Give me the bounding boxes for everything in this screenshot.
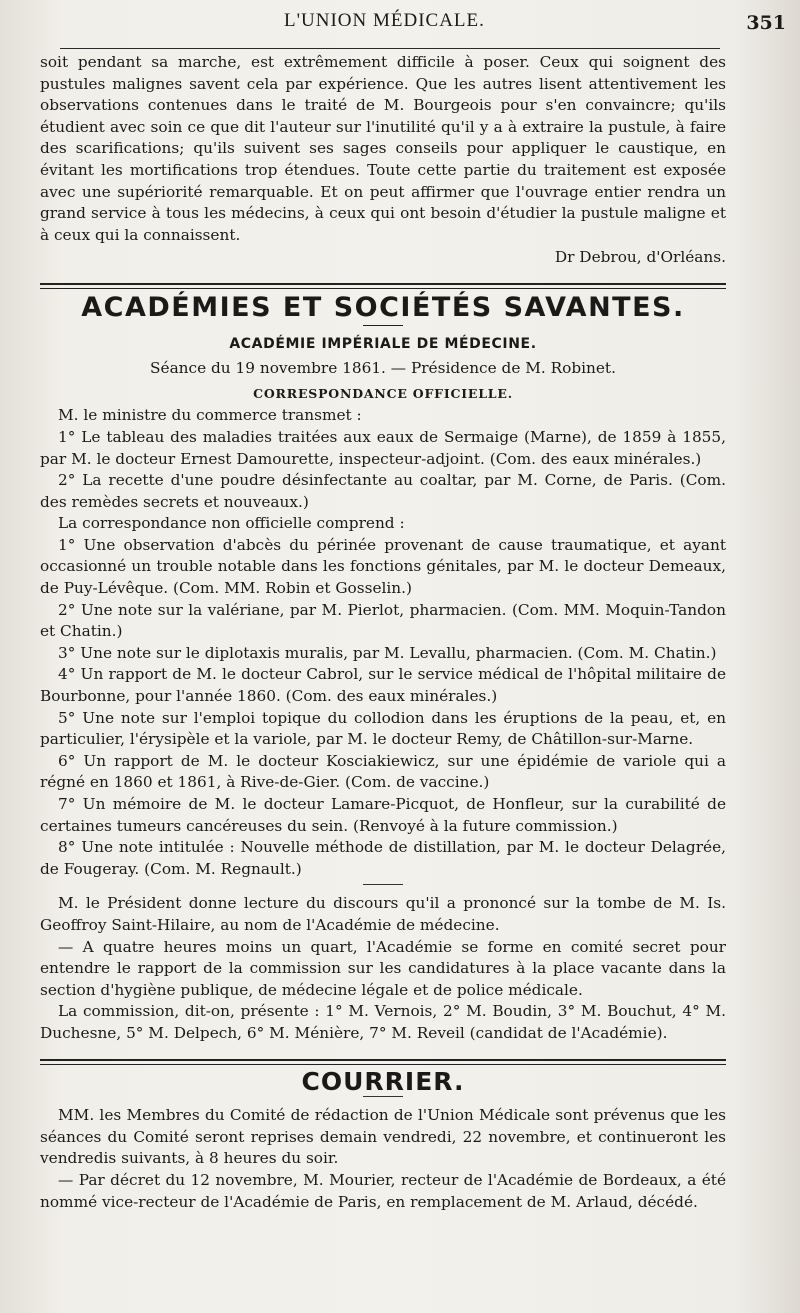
- correspondence-item: 8° Une note intitulée : Nouvelle méthode de distillation, par M. le docteur Delagrée, de Fougeray. (Com. M. Regnault.): [40, 838, 726, 878]
- page-content: [40, 52, 726, 1213]
- title-underline: [363, 325, 403, 326]
- page-header: [40, 10, 786, 40]
- section-divider: [40, 1059, 726, 1065]
- ministre-intro: M. le ministre du commerce transmet :: [58, 406, 362, 425]
- review-paragraph: soit pendant sa marche, est extrêmement difficile à poser. Ceux qui soignent des pustules malignes savent cela par expérience. Que les autres lisent attentivement les observations contenues dans le traité de M. Bourgeois pour s'en convaincre; qu'ils étudient avec soin ce que dit l'auteur sur l'inutilité qu'il y a à extraire la pustule, à faire des scarifications; qu'ils suivent ses sages conseils pour appliquer le caustique, en évitant les mortifications trop étendues. Toute cette partie du traitement est exposée avec une supériorité remarquable. Et on peut affirmer que l'ouvrage entier rendra un grand service à tous les médecins, à ceux qui ont besoin d'étudier la pustule maligne et à ceux qui la connaissent.: [40, 53, 726, 244]
- running-title: L'UNION MÉDICALE.: [284, 10, 485, 31]
- academie-subtitle: ACADÉMIE IMPÉRIALE DE MÉDECINE.: [229, 335, 537, 352]
- official-item: 2° La recette d'une poudre désinfectante au coaltar, par M. Corne, de Paris. (Com. des remèdes secrets et nouveaux.): [40, 471, 726, 511]
- official-item: 1° Le tableau des maladies traitées aux eaux de Sermaige (Marne), de 1859 à 1855, par M. le docteur Ernest Damourette, inspecteur-adjoint. (Com. des eaux minérales.): [40, 427, 726, 468]
- correspondance-title: CORRESPONDANCE OFFICIELLE.: [253, 385, 513, 401]
- separator-rule: [363, 884, 403, 885]
- review-signature: Dr Debrou, d'Orléans.: [554, 248, 726, 267]
- commission-paragraph: La commission, dit-on, présente : 1° M. Vernois, 2° M. Boudin, 3° M. Bouchut, 4° M. Duchesne, 5° M. Delpech, 6° M. Ménière, 7° M. Reveil (candidat de l'Académie).: [40, 1002, 726, 1042]
- non-official-intro: La correspondance non officielle comprend :: [58, 514, 405, 533]
- title-underline: [363, 1096, 403, 1097]
- correspondence-item: 6° Un rapport de M. le docteur Kosciakiewicz, sur une épidémie de variole qui a régné en 1860 et 1861, à Rive-de-Gier. (Com. de vaccine.): [40, 751, 726, 792]
- correspondence-item: 5° Une note sur l'emploi topique du collodion dans les éruptions de la peau, et, en particulier, l'érysipèle et la variole, par M. le docteur Remy, de Châtillon-sur-Marne.: [40, 708, 726, 749]
- seance-line: Séance du 19 novembre 1861. — Présidence de M. Robinet.: [150, 359, 616, 378]
- header-rule: [60, 48, 720, 49]
- courrier-paragraph: MM. les Membres du Comité de rédaction de l'Union Médicale sont prévenus que les séances du Comité seront reprises demain vendredi, 22 novembre, et continueront les vendredis suivants, à 8 heures du soir.: [40, 1106, 726, 1168]
- correspondence-item: 1° Une observation d'abcès du périnée provenant de cause traumatique, et ayant occasionné un trouble notable dans les fonctions génitales, par M. le docteur Demeaux, de Puy-Lévêque. (Com. MM. Robin et Gosselin.): [40, 535, 726, 598]
- president-paragraph: M. le Président donne lecture du discours qu'il a prononcé sur la tombe de M. Is. Geoffroy Saint-Hilaire, au nom de l'Académie de médecine.: [40, 894, 726, 934]
- section-divider: [40, 283, 726, 289]
- academies-section-title: ACADÉMIES ET SOCIÉTÉS SAVANTES.: [81, 291, 685, 323]
- comite-paragraph: — A quatre heures moins un quart, l'Académie se forme en comité secret pour entendre le rapport de la commission sur les candidatures à la place vacante dans la section d'hygiène publique, de médecine légale et de police médicale.: [40, 937, 726, 999]
- page-number: 351: [746, 12, 786, 34]
- correspondence-item: 3° Une note sur le diplotaxis muralis, par M. Levallu, pharmacien. (Com. M. Chatin.): [58, 643, 717, 662]
- correspondence-item: 2° Une note sur la valériane, par M. Pierlot, pharmacien. (Com. MM. Moquin-Tandon et Chatin.): [40, 600, 726, 641]
- correspondence-item: 4° Un rapport de M. le docteur Cabrol, sur le service médical de l'hôpital militaire de Bourbonne, pour l'année 1860. (Com. des eaux minérales.): [40, 665, 726, 706]
- courrier-section-title: COURRIER.: [301, 1066, 465, 1096]
- correspondence-item: 7° Un mémoire de M. le docteur Lamare-Picquot, de Honfleur, sur la curabilité de certaines tumeurs cancéreuses du sein. (Renvoyé à la future commission.): [40, 795, 726, 835]
- courrier-paragraph: — Par décret du 12 novembre, M. Mourier, recteur de l'Académie de Bordeaux, a été nommé vice-recteur de l'Académie de Paris, en remplacement de M. Arlaud, décédé.: [40, 1170, 726, 1211]
